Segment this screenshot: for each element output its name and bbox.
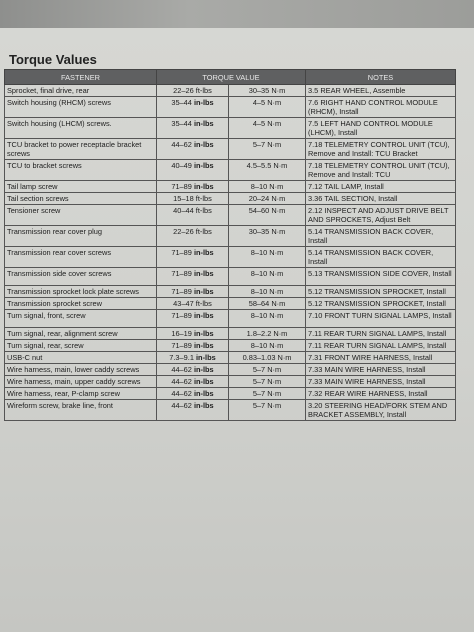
- torque-imperial-cell: [157, 139, 229, 160]
- notes-cell: 3.36 TAIL SECTION, Install: [306, 193, 456, 205]
- torque-metric-cell: 8–10 N·m: [229, 268, 306, 286]
- table-row: [5, 352, 456, 364]
- notes-cell: 5.14 TRANSMISSION BACK COVER, Install: [306, 226, 456, 247]
- torque-imperial-value: 43–47: [173, 299, 194, 308]
- notes-cell: 5.12 TRANSMISSION SPROCKET, Install: [306, 286, 456, 298]
- torque-metric-cell: 8–10 N·m: [229, 286, 306, 298]
- torque-values-table: [4, 69, 456, 421]
- torque-imperial-value: 71–89: [171, 341, 192, 350]
- torque-imperial-unit: ft-lbs: [195, 299, 212, 308]
- table-row: [5, 364, 456, 376]
- fastener-cell: TCU to bracket screws: [5, 160, 157, 181]
- torque-imperial-value: 71–89: [171, 269, 192, 278]
- torque-imperial-value: 44–62: [171, 140, 192, 149]
- table-row: [5, 193, 456, 205]
- table-row: [5, 310, 456, 328]
- notes-cell: 7.33 MAIN WIRE HARNESS, Install: [306, 376, 456, 388]
- table-row: [5, 400, 456, 421]
- fastener-cell: Wire harness, main, lower caddy screws: [5, 364, 157, 376]
- fastener-cell: Tail section screws: [5, 193, 157, 205]
- torque-imperial-unit: in-lbs: [193, 248, 214, 257]
- fastener-cell: Sprocket, final drive, rear: [5, 85, 157, 97]
- fastener-cell: TCU bracket to power receptacle bracket screws: [5, 139, 157, 160]
- fastener-cell: USB-C nut: [5, 352, 157, 364]
- torque-imperial-unit: in-lbs: [193, 287, 214, 296]
- table-row: [5, 226, 456, 247]
- torque-metric-cell: 4–5 N·m: [229, 97, 306, 118]
- torque-imperial-value: 22–26: [173, 86, 194, 95]
- notes-cell: 3.5 REAR WHEEL, Assemble: [306, 85, 456, 97]
- fastener-cell: Transmission sprocket screw: [5, 298, 157, 310]
- torque-metric-cell: 5–7 N·m: [229, 376, 306, 388]
- torque-metric-cell: 5–7 N·m: [229, 400, 306, 421]
- torque-imperial-value: 44–62: [171, 365, 192, 374]
- torque-imperial-unit: in-lbs: [193, 389, 214, 398]
- notes-cell: 2.12 INSPECT AND ADJUST DRIVE BELT AND SPROCKETS, Adjust Belt: [306, 205, 456, 226]
- torque-imperial-cell: [157, 388, 229, 400]
- torque-metric-cell: 58–64 N·m: [229, 298, 306, 310]
- table-row: [5, 205, 456, 226]
- torque-metric-cell: 4–5 N·m: [229, 118, 306, 139]
- torque-imperial-cell: [157, 340, 229, 352]
- table-row: [5, 160, 456, 181]
- notes-cell: 7.11 REAR TURN SIGNAL LAMPS, Install: [306, 340, 456, 352]
- torque-metric-cell: 54–60 N·m: [229, 205, 306, 226]
- torque-imperial-cell: [157, 352, 229, 364]
- notes-cell: 3.20 STEERING HEAD/FORK STEM AND BRACKET ASSEMBLY, Install: [306, 400, 456, 421]
- torque-metric-cell: 8–10 N·m: [229, 247, 306, 268]
- torque-metric-cell: 5–7 N·m: [229, 364, 306, 376]
- torque-imperial-unit: ft-lbs: [195, 86, 212, 95]
- torque-imperial-value: 15–18: [173, 194, 194, 203]
- notes-cell: 7.32 REAR WIRE HARNESS, Install: [306, 388, 456, 400]
- fastener-cell: Turn signal, rear, screw: [5, 340, 157, 352]
- notes-cell: 5.13 TRANSMISSION SIDE COVER, Install: [306, 268, 456, 286]
- notes-cell: 7.6 RIGHT HAND CONTROL MODULE (RHCM), Install: [306, 97, 456, 118]
- torque-imperial-cell: [157, 376, 229, 388]
- torque-imperial-cell: [157, 298, 229, 310]
- fastener-cell: Turn signal, rear, alignment screw: [5, 328, 157, 340]
- table-row: [5, 97, 456, 118]
- header-notes: NOTES: [306, 70, 456, 85]
- torque-imperial-value: 44–62: [171, 377, 192, 386]
- torque-imperial-unit: ft-lbs: [195, 206, 212, 215]
- table-row: [5, 139, 456, 160]
- torque-imperial-value: 40–44: [173, 206, 194, 215]
- torque-imperial-unit: in-lbs: [193, 161, 214, 170]
- fastener-cell: Transmission rear cover screws: [5, 247, 157, 268]
- torque-imperial-cell: [157, 181, 229, 193]
- torque-metric-cell: 8–10 N·m: [229, 340, 306, 352]
- fastener-cell: Transmission side cover screws: [5, 268, 157, 286]
- torque-imperial-value: 22–26: [173, 227, 194, 236]
- torque-imperial-value: 44–62: [171, 389, 192, 398]
- torque-imperial-cell: [157, 193, 229, 205]
- header-fastener: FASTENER: [5, 70, 157, 85]
- torque-imperial-unit: in-lbs: [193, 269, 214, 278]
- table-row: [5, 286, 456, 298]
- fastener-cell: Wireform screw, brake line, front: [5, 400, 157, 421]
- notes-cell: 7.11 REAR TURN SIGNAL LAMPS, Install: [306, 328, 456, 340]
- torque-imperial-cell: [157, 247, 229, 268]
- torque-imperial-cell: [157, 364, 229, 376]
- torque-imperial-cell: [157, 205, 229, 226]
- torque-imperial-cell: [157, 400, 229, 421]
- torque-imperial-unit: ft-lbs: [195, 194, 212, 203]
- torque-metric-cell: 4.5–5.5 N·m: [229, 160, 306, 181]
- torque-imperial-value: 71–89: [171, 287, 192, 296]
- table-row: [5, 118, 456, 139]
- torque-metric-cell: 30–35 N·m: [229, 226, 306, 247]
- notes-cell: 7.10 FRONT TURN SIGNAL LAMPS, Install: [306, 310, 456, 328]
- fastener-cell: Switch housing (LHCM) screws.: [5, 118, 157, 139]
- torque-metric-cell: 8–10 N·m: [229, 310, 306, 328]
- torque-imperial-cell: [157, 160, 229, 181]
- torque-imperial-value: 16–19: [171, 329, 192, 338]
- fastener-cell: Tensioner screw: [5, 205, 157, 226]
- torque-imperial-cell: [157, 268, 229, 286]
- torque-imperial-value: 7.3–9.1: [169, 353, 194, 362]
- torque-imperial-cell: [157, 310, 229, 328]
- notes-cell: 7.31 FRONT WIRE HARNESS, Install: [306, 352, 456, 364]
- notes-cell: 7.18 TELEMETRY CONTROL UNIT (TCU), Remove and Install: TCU Bracket: [306, 139, 456, 160]
- fastener-cell: Tail lamp screw: [5, 181, 157, 193]
- notes-cell: 7.33 MAIN WIRE HARNESS, Install: [306, 364, 456, 376]
- torque-imperial-value: 71–89: [171, 311, 192, 320]
- torque-imperial-unit: in-lbs: [193, 401, 214, 410]
- torque-imperial-value: 35–44: [171, 98, 192, 107]
- torque-imperial-value: 35–44: [171, 119, 192, 128]
- table-row: [5, 268, 456, 286]
- table-row: [5, 340, 456, 352]
- torque-imperial-value: 71–89: [171, 248, 192, 257]
- fastener-cell: Turn signal, front, screw: [5, 310, 157, 328]
- table-row: [5, 181, 456, 193]
- torque-metric-cell: 0.83–1.03 N·m: [229, 352, 306, 364]
- torque-imperial-unit: in-lbs: [193, 182, 214, 191]
- table-header-row: [5, 70, 456, 85]
- torque-imperial-cell: [157, 286, 229, 298]
- notes-cell: 5.14 TRANSMISSION BACK COVER, Install: [306, 247, 456, 268]
- torque-metric-cell: 1.8–2.2 N·m: [229, 328, 306, 340]
- torque-imperial-unit: in-lbs: [193, 119, 214, 128]
- fastener-cell: Transmission rear cover plug: [5, 226, 157, 247]
- torque-imperial-cell: [157, 226, 229, 247]
- table-row: [5, 328, 456, 340]
- table-row: [5, 247, 456, 268]
- torque-imperial-unit: in-lbs: [193, 329, 214, 338]
- table-row: [5, 298, 456, 310]
- notes-cell: 7.12 TAIL LAMP, Install: [306, 181, 456, 193]
- document-page: [0, 28, 474, 632]
- notes-cell: 7.18 TELEMETRY CONTROL UNIT (TCU), Remove and Install: TCU: [306, 160, 456, 181]
- torque-imperial-value: 71–89: [171, 182, 192, 191]
- torque-imperial-cell: [157, 97, 229, 118]
- fastener-cell: Transmission sprocket lock plate screws: [5, 286, 157, 298]
- torque-imperial-cell: [157, 328, 229, 340]
- torque-imperial-cell: [157, 85, 229, 97]
- torque-imperial-unit: in-lbs: [193, 98, 214, 107]
- torque-imperial-unit: ft-lbs: [195, 227, 212, 236]
- torque-metric-cell: 30–35 N·m: [229, 85, 306, 97]
- table-row: [5, 85, 456, 97]
- torque-imperial-cell: [157, 118, 229, 139]
- background-surface: [0, 0, 474, 28]
- torque-metric-cell: 8–10 N·m: [229, 181, 306, 193]
- torque-imperial-unit: in-lbs: [193, 341, 214, 350]
- torque-imperial-unit: in-lbs: [193, 365, 214, 374]
- torque-imperial-unit: in-lbs: [193, 140, 214, 149]
- torque-imperial-value: 40–49: [171, 161, 192, 170]
- page-title: Torque Values: [9, 52, 97, 67]
- fastener-cell: Wire harness, rear, P-clamp screw: [5, 388, 157, 400]
- torque-imperial-value: 44–62: [171, 401, 192, 410]
- torque-metric-cell: 20–24 N·m: [229, 193, 306, 205]
- notes-cell: 7.5 LEFT HAND CONTROL MODULE (LHCM), Install: [306, 118, 456, 139]
- torque-imperial-unit: in-lbs: [193, 311, 214, 320]
- table-row: [5, 388, 456, 400]
- torque-imperial-unit: in-lbs: [196, 353, 216, 362]
- fastener-cell: Switch housing (RHCM) screws: [5, 97, 157, 118]
- torque-imperial-unit: in-lbs: [193, 377, 214, 386]
- header-torque-value: TORQUE VALUE: [157, 70, 306, 85]
- notes-cell: 5.12 TRANSMISSION SPROCKET, Install: [306, 298, 456, 310]
- fastener-cell: Wire harness, main, upper caddy screws: [5, 376, 157, 388]
- torque-metric-cell: 5–7 N·m: [229, 388, 306, 400]
- table-row: [5, 376, 456, 388]
- torque-metric-cell: 5–7 N·m: [229, 139, 306, 160]
